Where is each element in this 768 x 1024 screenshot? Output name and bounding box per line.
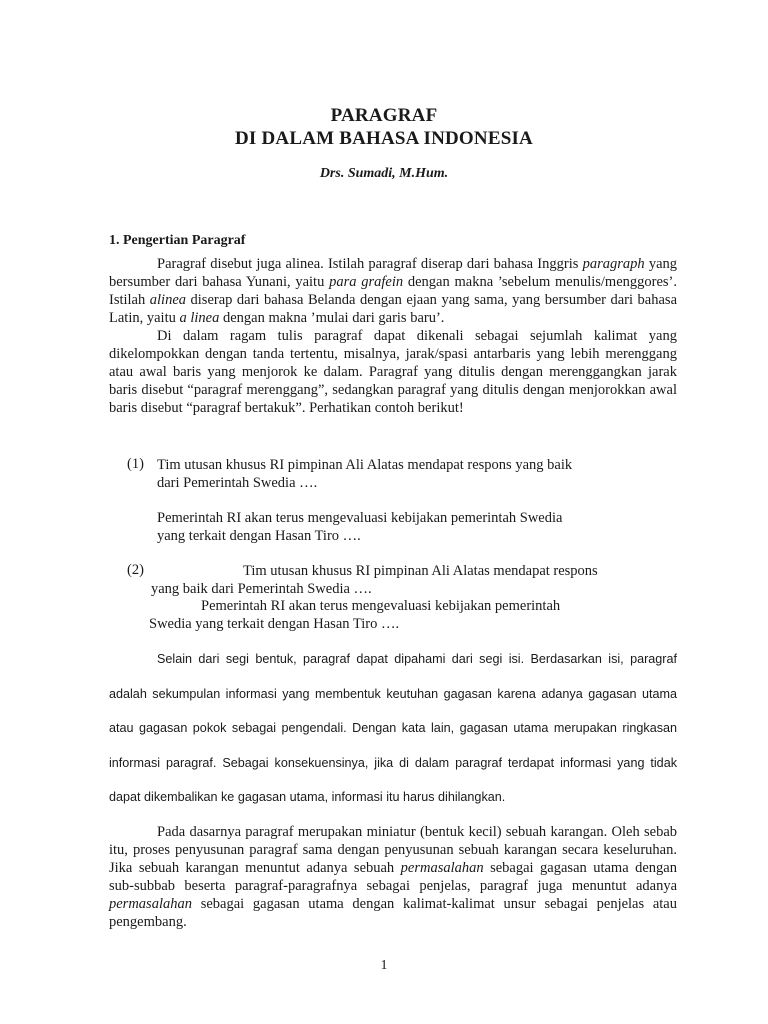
paragraph-4 xyxy=(109,823,677,931)
example-2-line-3: Pemerintah RI akan terus mengevaluasi kebijakan pemerintah xyxy=(201,598,561,614)
text: dengan makna ’sebelum menulis/menggores’. Istilah xyxy=(109,274,678,308)
example-1-line-1: Tim utusan khusus RI pimpinan Ali Alatas mendapat respons yang baik xyxy=(157,457,573,473)
text: diserap dari bahasa Belanda dengan ejaan yang sama, yang bersumber dari bahasa Latin, yaitu xyxy=(109,292,678,326)
text: yang bersumber dari bahasa Yunani, yaitu xyxy=(109,256,677,290)
text: Paragraf disebut juga alinea. Istilah paragraf diserap dari bahasa Inggris xyxy=(157,256,583,272)
example-1-number: (1) xyxy=(127,456,144,472)
section-heading: 1. Pengertian Paragraf xyxy=(109,233,246,248)
italic-term: permasalahan xyxy=(400,860,484,876)
page-number: 1 xyxy=(380,958,388,973)
title-line-2: DI DALAM BAHASA INDONESIA xyxy=(235,128,533,149)
example-2-line-2: yang baik dari Pemerintah Swedia …. xyxy=(151,581,372,597)
example-1-line-3: Pemerintah RI akan terus mengevaluasi kebijakan pemerintah Swedia xyxy=(157,510,563,526)
example-1-line-4: yang terkait dengan Hasan Tiro …. xyxy=(157,528,361,544)
text: Pada dasarnya paragraf merupakan miniatur (bentuk kecil) sebuah karangan. Oleh sebab itu, proses penyusunan paragraf sama dengan penyusunan sebuah karangan secara keseluruhan. Jika sebuah karangan menuntut adanya sebuah xyxy=(109,824,677,876)
section-1-body xyxy=(109,255,677,417)
paragraph-4-block xyxy=(109,823,677,931)
title-line-1: PARAGRAF xyxy=(330,105,438,126)
example-2-number: (2) xyxy=(127,562,144,578)
author: Drs. Sumadi, M.Hum. xyxy=(319,166,449,181)
italic-term: alinea xyxy=(149,292,187,308)
italic-term: para grafein xyxy=(329,274,404,290)
example-1-line-2: dari Pemerintah Swedia …. xyxy=(157,475,318,491)
text: sebagai gagasan utama dengan kalimat-kalimat unsur sebagai penjelas atau pengembang. xyxy=(109,896,677,930)
text: sebagai gagasan utama dengan sub-subbab beserta paragraf-paragrafnya sebagai penjelas, paragraf juga menuntut adanya xyxy=(109,860,677,894)
paragraph-3: Selain dari segi bentuk, paragraf dapat dipahami dari segi isi. Berdasarkan isi, paragraf adalah sekumpulan informasi yang membentuk keutuhan gagasan karena adanya gagasan utama atau gagasan pokok sebagai pengendali. Dengan kata lain, gagasan utama merupakan ringkasan informasi paragraf. Sebagai konsekuensinya, jika di dalam paragraf terdapat informasi yang tidak dapat dikembalikan ke gagasan utama, informasi itu harus dihilangkan. xyxy=(109,652,677,804)
paragraph-2: Di dalam ragam tulis paragraf dapat dikenali sebagai sejumlah kalimat yang dikelompokkan dengan tanda tertentu, misalnya, jarak/spasi antarbaris yang lebih merenggang atau awal baris yang menjorok ke dalam. Paragraf yang ditulis dengan merenggangkan jarak baris disebut “paragraf merenggang”, sedangkan paragraf yang ditulis dengan menjorokkan awal baris disebut “paragraf bertakuk”. Perhatikan contoh berikut! xyxy=(109,328,677,416)
example-2-line-1: Tim utusan khusus RI pimpinan Ali Alatas mendapat respons xyxy=(243,563,598,579)
italic-term: paragraph xyxy=(582,256,645,272)
text: dengan makna ’mulai dari garis baru’. xyxy=(219,310,445,326)
italic-term: permasalahan xyxy=(109,896,192,912)
italic-term: a linea xyxy=(179,310,220,326)
paragraph-1 xyxy=(109,255,677,327)
example-2-line-4: Swedia yang terkait dengan Hasan Tiro …. xyxy=(149,616,400,632)
